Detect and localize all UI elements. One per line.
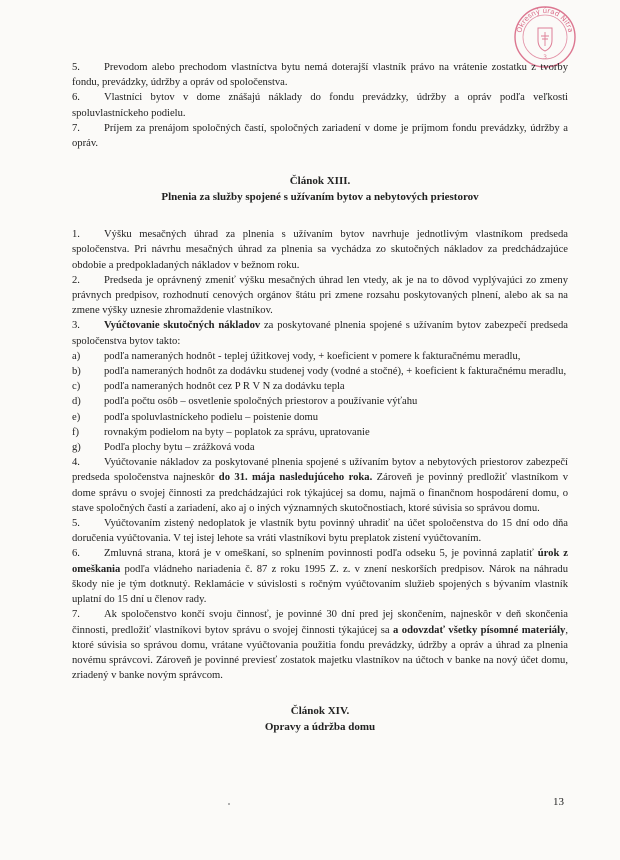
sub-item-f: f) rovnakým podielom na byty – poplatok za správu, upratovanie [72,426,370,438]
sub-item-b: b) podľa nameraných hodnôt za dodávku studenej vody (vodné a stočné), + koeficient k fakturačnému meradlu, [72,366,567,378]
a13-item-7: 7. Ak spoločenstvo končí svoju činnosť, je povinné 30 dní pred jej skončením, najneskôr v deň skončenia činnosti, predložiť vlastníkovi bytov správu o svojej činnosti týkajúcej sa a odovzdať všetky písomné materiály, ktoré súvisia so správou domu, vrátane vyúčtovania použitia fondu prevádzky, údržby a opráv a úhrad za plnenia novému správcovi. Zároveň je povinné previesť zostatok majetku vlastníkov na účtoch v banke na nový účet domu, zriadený v banke novým správcom. [72,609,568,682]
a13-item-2: 2. Predseda je oprávnený zmeniť výšku mesačných úhrad len vtedy, ak je na to dôvod vyplývajúci zo zmeny právnych predpisov, rozhodnutí cenových orgánov štátu pri zmene rozsahu poskytovaných plnení, alebo ak sa na zmene výšky uznesie zhromaždenie vlastníkov. [72,274,568,317]
article-13-subtitle: Plnenia za služby spojené s užívaním bytov a nebytových priestorov [161,191,479,204]
a13-item-4: 4. Vyúčtovanie nákladov za poskytované plnenia spojené s užívaním bytov a nebytových priestorov zabezpečí predseda spoločenstva najneskôr do 31. mája nasledujúceho roka. Zároveň je povinný predložiť vlastníkom v dome správu o svojej činnosti za predchádzajúci rok týkajúcej sa domu, najmä o finančnom hospodárení domu, o stave spoločných častí a zariadení, ako aj o iných významných skutočnostiach, ktoré súvisia so správou domu. [72,457,568,514]
sub-item-c: c) podľa nameraných hodnôt cez P R V N za dodávku tepla [72,381,345,393]
page-number: 13 [553,796,564,808]
article-14-title: Článok XIV. [290,705,350,718]
a13-item-1: 1. Výšku mesačných úhrad za plnenia s užívaním bytov navrhuje jednotlivým vlastníkom predseda spoločenstva. Pri návrhu mesačných úhrad za plnenia sa vychádza zo skutočných nákladov za predchádzajúce obdobie a predpokladaných nákladov v bežnom roku. [72,229,568,271]
a13-item-3: 3. Vyúčtovanie skutočných nákladov za poskytované plnenia spojené s užívaním bytov zabezpečí predseda spoločenstva bytov takto: [72,320,569,347]
a13-item-5: 5. Vyúčtovaním zistený nedoplatok je vlastník bytu povinný uhradiť na účet spoločenstva do 15 dní odo dňa doručenia vyúčtovania. V tej istej lehote sa vráti vlastníkovi bytu preplatok zistení vyúčtovaním. [72,518,568,545]
sub-item-a: a) podľa nameraných hodnôt - teplej úžitkovej vody, + koeficient v pomere k fakturačnému meradlu, [72,350,521,362]
intro-item-5: 5. Prevodom alebo prechodom vlastníctva bytu nemá doterajší vlastník právo na vrátenie zostatku z tvorby fondu, prevádzky, údržby a opráv od spoločenstva. [72,62,568,89]
sub-item-d: d) podľa počtu osôb – osvetlenie spoločných priestorov a používanie výťahu [72,396,418,408]
intro-item-7: 7. Príjem za prenájom spoločných častí, spoločných zariadení v dome je príjmom fondu prevádzky, údržby a opráv. [72,122,568,150]
intro-item-6: 6. Vlastníci bytov v dome znášajú náklady do fondu prevádzky, údržby a opráv podľa veľkosti spoluvlastníckeho podielu. [72,92,568,119]
document-body [72,60,568,735]
article-14-subtitle: Opravy a údržba domu [264,721,376,734]
stamp-text: Okresný úrad Nitra [515,6,575,34]
a13-item-6: 6. Zmluvná strana, ktorá je v omeškaní, so splnením povinnosti podľa odseku 5, je povinná zaplatiť úrok z omeškania podľa vládneho nariadenia č. 87 z roku 1995 Z. z. v znení neskorších predpisov. Nárok na náhradu škody nie je tým dotknutý. Reklamácie v súvislosti s ročným vyúčtovaním služieb spojených s bývaním vlastník uplatní do 15 dní u členov rady. [72,548,568,606]
scan-speck [228,803,230,805]
stamp-number: 3 [543,54,547,61]
sub-item-g: g) Podľa plochy bytu – zrážková voda [72,442,255,454]
sub-item-e: e) podľa spoluvlastníckeho podielu – poistenie domu [72,411,319,423]
article-13-title: Článok XIII. [289,175,351,188]
